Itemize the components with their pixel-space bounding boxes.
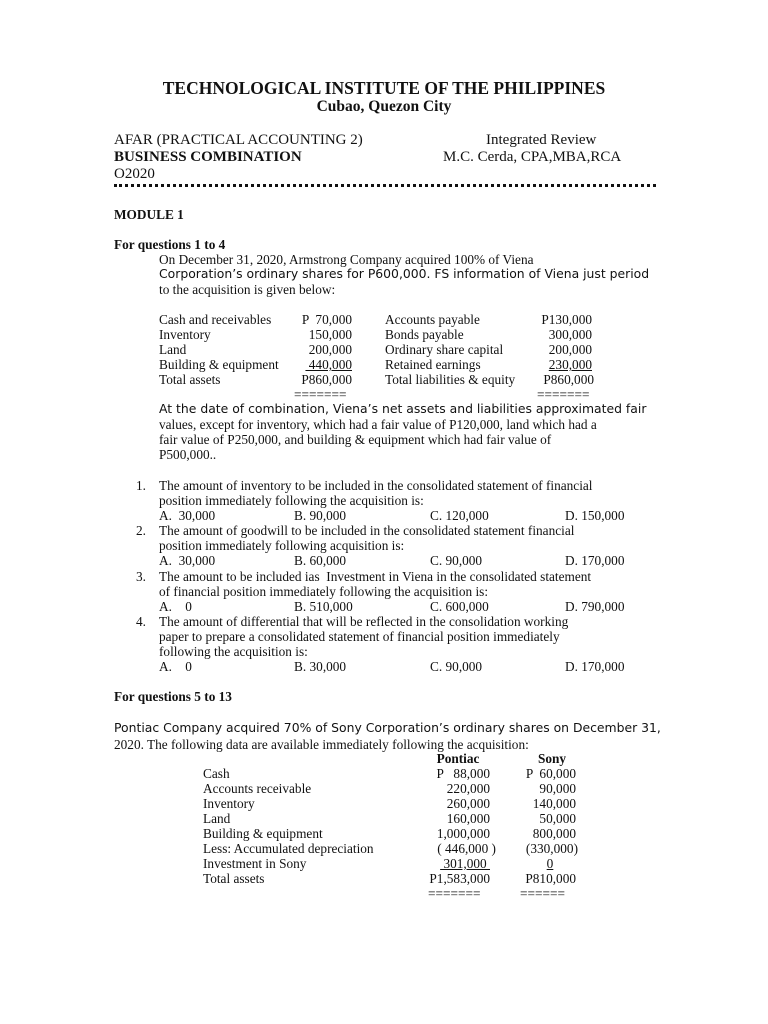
choice-c[interactable]: C. 120,000 <box>430 508 489 523</box>
column-header-pontiac: Pontiac <box>436 751 480 766</box>
choice-c[interactable]: C. 90,000 <box>430 553 483 568</box>
choice-b[interactable]: B. 510,000 <box>294 599 353 614</box>
question-number: 1. <box>136 478 146 493</box>
pontiac-value: 301,000 <box>440 856 490 871</box>
choice-d[interactable]: D. 150,000 <box>565 508 625 523</box>
question-text: of financial position immediately following the acquisition is: <box>159 584 489 599</box>
asset-value: 200,000 <box>308 342 352 357</box>
instructor-name: M.C. Cerda, CPA,MBA,RCA <box>443 149 622 165</box>
choice-a[interactable]: A. 30,000 <box>159 553 216 568</box>
question-text: The amount of goodwill to be included in the consolidated statement financial <box>159 523 575 538</box>
question-text: position immediately following acquisition is: <box>159 538 405 553</box>
row-label: Total assets <box>203 871 265 886</box>
institution-title: TECHNOLOGICAL INSTITUTE OF THE PHILIPPINES <box>162 78 606 98</box>
review-label: Integrated Review <box>486 132 597 148</box>
section1-intro-line: to the acquisition is given below: <box>159 282 336 297</box>
column-header-sony: Sony <box>537 751 567 766</box>
question-text: following the acquisition is: <box>159 644 308 659</box>
module-heading: MODULE 1 <box>114 207 184 222</box>
liability-value: P130,000 <box>541 312 592 327</box>
liability-value: P860,000 <box>543 372 594 387</box>
sony-value: 90,000 <box>539 781 576 796</box>
asset-label: Land <box>159 342 187 357</box>
section1-intro-line: On December 31, 2020, Armstrong Company acquired 100% of Viena <box>159 252 534 267</box>
liability-value: 230,000 <box>548 357 592 372</box>
choice-a[interactable]: A. 0 <box>159 659 192 674</box>
section1-intro-line: Corporation’s ordinary shares for P600,000. FS information of Viena just period <box>159 266 650 281</box>
asset-label: Total assets <box>159 372 221 387</box>
asset-value: P860,000 <box>301 372 352 387</box>
double-rule: ======= <box>294 387 347 402</box>
course-title: AFAR (PRACTICAL ACCOUNTING 2) <box>114 132 363 148</box>
question-text: The amount of inventory to be included in the consolidated statement of financial <box>159 478 593 493</box>
question-text: The amount to be included ias Investment in Viena in the consolidated statement <box>159 569 592 584</box>
note-line: At the date of combination, Viena’s net assets and liabilities approximated fair <box>159 401 647 416</box>
pontiac-value: 160,000 <box>446 811 490 826</box>
liability-label: Bonds payable <box>385 327 464 342</box>
section2-intro-line: 2020. The following data are available immediately following the acquisition: <box>114 737 529 752</box>
row-label: Investment in Sony <box>203 856 307 871</box>
liability-label: Retained earnings <box>385 357 481 372</box>
choice-d[interactable]: D. 790,000 <box>565 599 625 614</box>
question-number: 4. <box>136 614 146 629</box>
asset-label: Inventory <box>159 327 211 342</box>
choice-b[interactable]: B. 30,000 <box>294 659 347 674</box>
note-line: P500,000.. <box>159 447 217 462</box>
sony-value: 140,000 <box>532 796 576 811</box>
choice-a[interactable]: A. 30,000 <box>159 508 216 523</box>
asset-label: Building & equipment <box>159 357 279 372</box>
header-divider <box>114 184 656 187</box>
pontiac-value: 260,000 <box>446 796 490 811</box>
liability-label: Accounts payable <box>385 312 480 327</box>
pontiac-value: 220,000 <box>446 781 490 796</box>
section1-heading: For questions 1 to 4 <box>114 237 226 252</box>
choice-c[interactable]: C. 90,000 <box>430 659 483 674</box>
row-label: Cash <box>203 766 230 781</box>
liability-label: Ordinary share capital <box>385 342 504 357</box>
double-rule: ======= <box>537 387 590 402</box>
sony-value: P810,000 <box>525 871 576 886</box>
question-text: paper to prepare a consolidated statement of financial position immediately <box>159 629 560 644</box>
row-label: Accounts receivable <box>203 781 312 796</box>
note-line: values, except for inventory, which had a fair value of P120,000, land which had a <box>159 417 597 432</box>
row-label: Building & equipment <box>203 826 323 841</box>
section2-intro-line: Pontiac Company acquired 70% of Sony Corporation’s ordinary shares on December 31, <box>114 720 661 735</box>
liability-label: Total liabilities & equity <box>385 372 516 387</box>
pontiac-value: P 88,000 <box>436 766 490 781</box>
pontiac-value: P1,583,000 <box>429 871 490 886</box>
topic-title: BUSINESS COMBINATION <box>114 149 302 165</box>
double-rule: ====== <box>520 886 565 901</box>
question-text: position immediately following the acquisition is: <box>159 493 424 508</box>
sony-value: 50,000 <box>539 811 576 826</box>
pontiac-value: ( 446,000 ) <box>437 841 496 856</box>
choice-d[interactable]: D. 170,000 <box>565 553 625 568</box>
note-line: fair value of P250,000, and building & equipment which had fair value of <box>159 432 552 447</box>
row-label: Land <box>203 811 231 826</box>
question-number: 3. <box>136 569 146 584</box>
choice-c[interactable]: C. 600,000 <box>430 599 489 614</box>
liability-value: 300,000 <box>548 327 592 342</box>
sony-value: P 60,000 <box>525 766 576 781</box>
row-label: Inventory <box>203 796 255 811</box>
choice-b[interactable]: B. 60,000 <box>294 553 347 568</box>
double-rule: ======= <box>428 886 481 901</box>
sony-value: 0 <box>546 856 554 871</box>
course-code: O2020 <box>114 166 155 182</box>
asset-value: P 70,000 <box>301 312 352 327</box>
asset-value: 150,000 <box>308 327 352 342</box>
asset-label: Cash and receivables <box>159 312 272 327</box>
choice-d[interactable]: D. 170,000 <box>565 659 625 674</box>
sony-value: (330,000) <box>525 841 578 856</box>
pontiac-value: 1,000,000 <box>436 826 490 841</box>
institution-location: Cubao, Quezon City <box>316 98 452 115</box>
choice-a[interactable]: A. 0 <box>159 599 192 614</box>
sony-value: 800,000 <box>532 826 576 841</box>
choice-b[interactable]: B. 90,000 <box>294 508 347 523</box>
question-number: 2. <box>136 523 146 538</box>
row-label: Less: Accumulated depreciation <box>203 841 374 856</box>
liability-value: 200,000 <box>548 342 592 357</box>
section2-heading: For questions 5 to 13 <box>114 689 232 704</box>
question-text: The amount of differential that will be reflected in the consolidation working <box>159 614 569 629</box>
asset-value: 440,000 <box>305 357 352 372</box>
